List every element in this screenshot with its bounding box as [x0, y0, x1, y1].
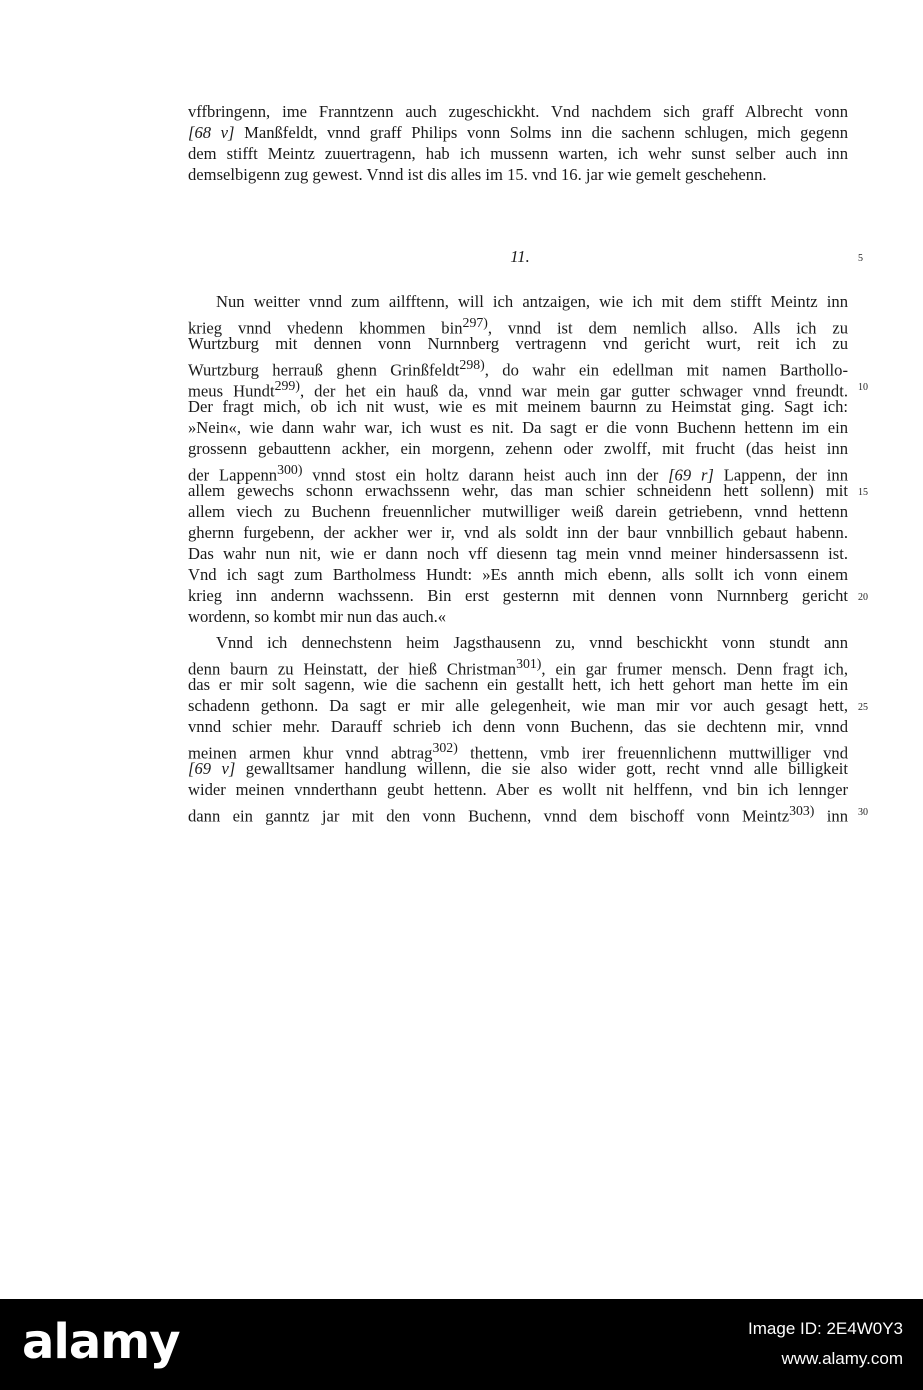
- text-line: dann ein ganntz jar mit den vonn Buchenn, vnnd dem bischoff vonn Meintz$^{303)}$ inn: [188, 803, 848, 826]
- folio-marker: [69 v]: [188, 759, 236, 778]
- text-line: krieg inn andernn wachssenn. Bin erst gesternn mit dennen vonn Nurnnberg gericht: [188, 586, 848, 605]
- line-number: 25: [858, 702, 868, 713]
- image-id-label: Image ID: 2E4W0Y3: [748, 1319, 903, 1338]
- site-url: www.alamy.com: [781, 1349, 903, 1368]
- text-line: [69 v] gewalltsamer handlung willenn, die sie also wider gott, recht vnnd alle billigkeit: [188, 759, 849, 778]
- text-line: allem viech zu Buchenn freuennlicher mutwilliger weiß darein getriebenn, vnnd hettenn: [188, 502, 848, 521]
- text-line: denn baurn zu Heinstatt, der hieß Christman$^{301)}$, ein gar frumer mensch. Denn fragt ich,: [188, 656, 848, 679]
- footnote-ref: 300): [277, 462, 303, 477]
- text-line: Wurtzburg mit dennen vonn Nurnnberg vertragenn vnd gericht wurt, reit ich zu: [188, 334, 848, 353]
- footnote-ref: 299): [274, 378, 300, 393]
- text-line: wordenn, so kombt mir nun das auch.«: [188, 607, 447, 626]
- text-line: schadenn gethonn. Da sagt er mir alle gelegenheit, wie man mir vor auch gesagt hett,: [188, 696, 848, 715]
- text-line: grossenn gebauttenn ackher, ein morgenn, zehenn oder zwolff, mit frucht (das heist inn: [188, 439, 848, 458]
- footnote-ref: 301): [516, 656, 542, 671]
- line-number: 30: [858, 807, 868, 818]
- text-line: Wurtzburg herrauß ghenn Grinßfeldt$^{298)}$, do wahr ein edellman mit namen Barthollo-: [188, 357, 848, 380]
- watermark-bar: [0, 1299, 923, 1390]
- text-line: dem stifft Meintz zuuertragenn, hab ich mussenn warten, ich wehr sunst selber auch inn: [188, 144, 848, 163]
- text-line: der Lappenn$^{300)}$ vnnd stost ein holtz darann heist auch inn der [69 r] Lappenn, der inn: [188, 462, 848, 485]
- text-line: Nun weitter vnnd zum ailfftenn, will ich antzaigen, wie ich mit dem stifft Meintz inn: [216, 292, 848, 311]
- text-line: Der fragt mich, ob ich nit wust, wie es mit meinem baurnn zu Heimstat ging. Sagt ich:: [188, 397, 848, 416]
- text-line: [68 v] Manßfeldt, vnnd graff Philips vonn Solms inn die sachenn schlugen, mich gegenn: [188, 123, 849, 142]
- text-line: Vnnd ich dennechstenn heim Jagsthausenn zu, vnnd beschickht vonn stundt ann: [216, 633, 848, 652]
- folio-marker: [68 v]: [188, 123, 235, 142]
- text-line: »Nein«, wie dann wahr war, ich wust es nit. Da sagt er die vonn Buchenn hettenn im ein: [188, 418, 848, 437]
- section-heading: 11.: [510, 247, 530, 266]
- text-line: demselbigenn zug gewest. Vnnd ist dis alles im 15. vnd 16. jar wie gemelt geschehenn.: [188, 165, 767, 184]
- text-line: ghernn furgebenn, der ackher wer ir, vnd als soldt inn der baur vnnbillich gebaut habenn.: [188, 523, 848, 542]
- line-number: 20: [858, 592, 868, 603]
- line-number: 5: [858, 253, 863, 264]
- alamy-logo: alamy: [22, 1314, 180, 1370]
- line-number: 15: [858, 487, 868, 498]
- text-line: Vnd ich sagt zum Bartholmess Hundt: »Es annth mich ebenn, alls sollt ich vonn einem: [188, 565, 848, 584]
- text-line: vffbringenn, ime Franntzenn auch zugeschickht. Vnd nachdem sich graff Albrecht vonn: [188, 102, 848, 121]
- footnote-ref: 303): [789, 803, 815, 818]
- footnote-ref: 302): [432, 740, 458, 755]
- line-number: 10: [858, 382, 868, 393]
- text-line: das er mir solt sagenn, wie die sachenn ein gestallt hett, ich hett gehort man hette im ein: [188, 675, 848, 694]
- text-line: allem gewechs schonn erwachssenn wehr, das man schier schneidenn hett sollenn) mit: [188, 481, 848, 500]
- text-line: vnnd schier mehr. Darauff schrieb ich denn vonn Buchenn, das sie dechtenn mir, vnnd: [188, 717, 848, 736]
- text-line: wider meinen vnnderthann geubt hettenn. Aber es wollt nit helffenn, vnd bin ich lennger: [188, 780, 848, 799]
- footnote-ref: 298): [459, 357, 485, 372]
- folio-marker: [69 r]: [668, 465, 714, 485]
- text-line: meinen armen khur vnnd abtrag$^{302)}$ thettenn, vmb irer freuennlichenn muttwilliger vnd: [188, 740, 848, 763]
- text-line: Das wahr nun nit, wie er dann noch vff diesenn tag mein vnnd meiner hindersassenn ist.: [188, 544, 848, 563]
- text-line: meus Hundt$^{299)}$, der het ein hauß da, vnnd war mein gar gutter schwager vnnd freundt.: [188, 378, 848, 401]
- text-line: krieg vnnd vhedenn khommen bin$^{297)}$, vnnd ist dem nemlich allso. Alls ich zu: [188, 315, 848, 338]
- footnote-ref: 297): [462, 315, 488, 330]
